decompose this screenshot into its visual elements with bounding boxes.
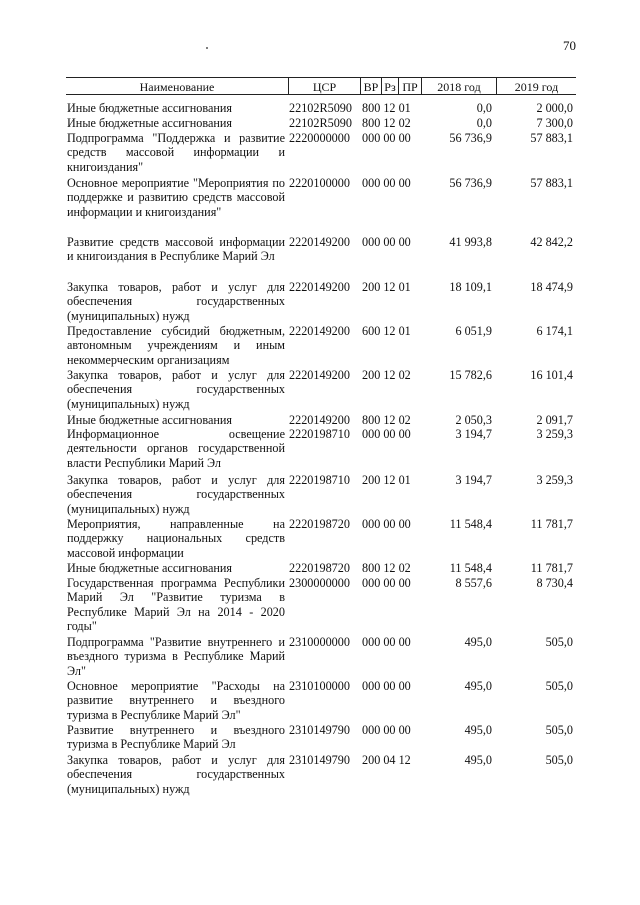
row-2019: 3 259,3 bbox=[536, 473, 573, 487]
row-2018: 8 557,6 bbox=[455, 576, 492, 590]
row-csr: 2220149200 bbox=[289, 368, 350, 382]
row-2019: 6 174,1 bbox=[536, 324, 573, 338]
row-2019: 505,0 bbox=[545, 635, 573, 649]
row-codes: 000 00 00 bbox=[362, 235, 411, 249]
row-2019: 3 259,3 bbox=[536, 427, 573, 441]
row-name: Государственная программа Республики Марий Эл "Развитие туризма в Республике Марий Эл на 2014 - 2020 годы" bbox=[67, 576, 285, 633]
row-2018: 0,0 bbox=[476, 101, 492, 115]
row-codes: 800 12 02 bbox=[362, 413, 411, 427]
header-rz: Рз bbox=[381, 77, 398, 95]
row-name: Основное мероприятие "Расходы на развитие внутреннего и въездного туризма в Республике Марий Эл" bbox=[67, 679, 285, 722]
header-csr: ЦСР bbox=[288, 77, 360, 95]
row-codes: 000 00 00 bbox=[362, 131, 411, 145]
row-2018: 3 194,7 bbox=[455, 427, 492, 441]
row-csr: 2310000000 bbox=[289, 635, 350, 649]
row-name: Закупка товаров, работ и услуг для обеспечения государственных (муниципальных) нужд bbox=[67, 753, 285, 796]
row-codes: 800 12 01 bbox=[362, 101, 411, 115]
row-2019: 57 883,1 bbox=[530, 131, 573, 145]
row-2019: 11 781,7 bbox=[530, 561, 573, 575]
row-csr: 2220198720 bbox=[289, 561, 350, 575]
row-2018: 495,0 bbox=[464, 679, 492, 693]
row-2019: 7 300,0 bbox=[536, 116, 573, 130]
row-2018: 6 051,9 bbox=[455, 324, 492, 338]
row-codes: 000 00 00 bbox=[362, 517, 411, 531]
row-name: Основное мероприятие "Мероприятия по поддержке и развитию средств массовой информации и книгоиздания" bbox=[67, 176, 285, 219]
row-2019: 57 883,1 bbox=[530, 176, 573, 190]
row-csr: 2220149200 bbox=[289, 324, 350, 338]
row-name: Подпрограмма "Развитие внутреннего и въездного туризма в Республике Марий Эл" bbox=[67, 635, 285, 678]
row-2018: 2 050,3 bbox=[455, 413, 492, 427]
row-name: Иные бюджетные ассигнования bbox=[67, 561, 233, 575]
row-2019: 16 101,4 bbox=[530, 368, 573, 382]
row-name: Иные бюджетные ассигнования bbox=[67, 101, 233, 115]
row-csr: 2220149200 bbox=[289, 413, 350, 427]
row-name: Развитие средств массовой информации и книгоиздания в Республике Марий Эл bbox=[67, 235, 285, 264]
row-codes: 000 00 00 bbox=[362, 176, 411, 190]
header-2019: 2019 год bbox=[496, 77, 576, 95]
row-name: Иные бюджетные ассигнования bbox=[67, 413, 233, 427]
row-codes: 800 12 02 bbox=[362, 116, 411, 130]
row-codes: 000 00 00 bbox=[362, 679, 411, 693]
row-2019: 11 781,7 bbox=[530, 517, 573, 531]
row-2019: 505,0 bbox=[545, 723, 573, 737]
row-csr: 22102R5090 bbox=[289, 116, 352, 130]
row-name: Закупка товаров, работ и услуг для обеспечения государственных (муниципальных) нужд bbox=[67, 368, 285, 411]
row-2018: 3 194,7 bbox=[455, 473, 492, 487]
row-csr: 2310149790 bbox=[289, 723, 350, 737]
row-name: Закупка товаров, работ и услуг для обеспечения государственных (муниципальных) нужд bbox=[67, 280, 285, 323]
row-csr: 2220198720 bbox=[289, 517, 350, 531]
row-codes: 000 00 00 bbox=[362, 576, 411, 590]
row-codes: 200 12 01 bbox=[362, 280, 411, 294]
row-2018: 56 736,9 bbox=[449, 176, 492, 190]
row-2018: 11 548,4 bbox=[449, 517, 492, 531]
row-csr: 2310149790 bbox=[289, 753, 350, 767]
row-codes: 200 12 02 bbox=[362, 368, 411, 382]
row-2018: 495,0 bbox=[464, 723, 492, 737]
row-name: Предоставление субсидий бюджетным, автономным учреждениям и иным некоммерческим организациям bbox=[67, 324, 285, 367]
header-vr: ВР bbox=[360, 77, 381, 95]
row-name: Информационное освещение деятельности органов государственной власти Республики Марий Эл bbox=[67, 427, 285, 470]
scan-speck bbox=[206, 47, 208, 49]
row-2019: 505,0 bbox=[545, 679, 573, 693]
row-csr: 2300000000 bbox=[289, 576, 350, 590]
row-2018: 11 548,4 bbox=[449, 561, 492, 575]
row-name: Подпрограмма "Поддержка и развитие средств массовой информации и книгоиздания" bbox=[67, 131, 285, 174]
row-2019: 8 730,4 bbox=[536, 576, 573, 590]
row-2019: 18 474,9 bbox=[530, 280, 573, 294]
row-csr: 2220149200 bbox=[289, 235, 350, 249]
row-name: Иные бюджетные ассигнования bbox=[67, 116, 233, 130]
row-codes: 000 00 00 bbox=[362, 427, 411, 441]
row-2018: 495,0 bbox=[464, 635, 492, 649]
row-codes: 200 12 01 bbox=[362, 473, 411, 487]
row-csr: 2310100000 bbox=[289, 679, 350, 693]
row-name: Мероприятия, направленные на поддержку национальных средств массовой информации bbox=[67, 517, 285, 560]
page-number: 70 bbox=[563, 38, 576, 53]
header-pr: ПР bbox=[398, 77, 421, 95]
row-csr: 2220198710 bbox=[289, 473, 350, 487]
row-2018: 41 993,8 bbox=[449, 235, 492, 249]
header-name: Наименование bbox=[66, 77, 288, 95]
header-2018: 2018 год bbox=[421, 77, 496, 95]
row-name: Закупка товаров, работ и услуг для обеспечения государственных (муниципальных) нужд bbox=[67, 473, 285, 516]
row-codes: 800 12 02 bbox=[362, 561, 411, 575]
row-2018: 0,0 bbox=[476, 116, 492, 130]
row-codes: 200 04 12 bbox=[362, 753, 411, 767]
row-2019: 2 091,7 bbox=[536, 413, 573, 427]
row-name: Развитие внутреннего и въездного туризма в Республике Марий Эл bbox=[67, 723, 285, 752]
row-2019: 2 000,0 bbox=[536, 101, 573, 115]
row-codes: 600 12 01 bbox=[362, 324, 411, 338]
row-csr: 2220100000 bbox=[289, 176, 350, 190]
row-codes: 000 00 00 bbox=[362, 723, 411, 737]
row-csr: 22102R5090 bbox=[289, 101, 352, 115]
row-2018: 495,0 bbox=[464, 753, 492, 767]
row-csr: 2220198710 bbox=[289, 427, 350, 441]
row-codes: 000 00 00 bbox=[362, 635, 411, 649]
row-2019: 42 842,2 bbox=[530, 235, 573, 249]
row-2018: 15 782,6 bbox=[449, 368, 492, 382]
row-2018: 18 109,1 bbox=[449, 280, 492, 294]
row-csr: 2220000000 bbox=[289, 131, 350, 145]
row-csr: 2220149200 bbox=[289, 280, 350, 294]
row-2018: 56 736,9 bbox=[449, 131, 492, 145]
row-2019: 505,0 bbox=[545, 753, 573, 767]
